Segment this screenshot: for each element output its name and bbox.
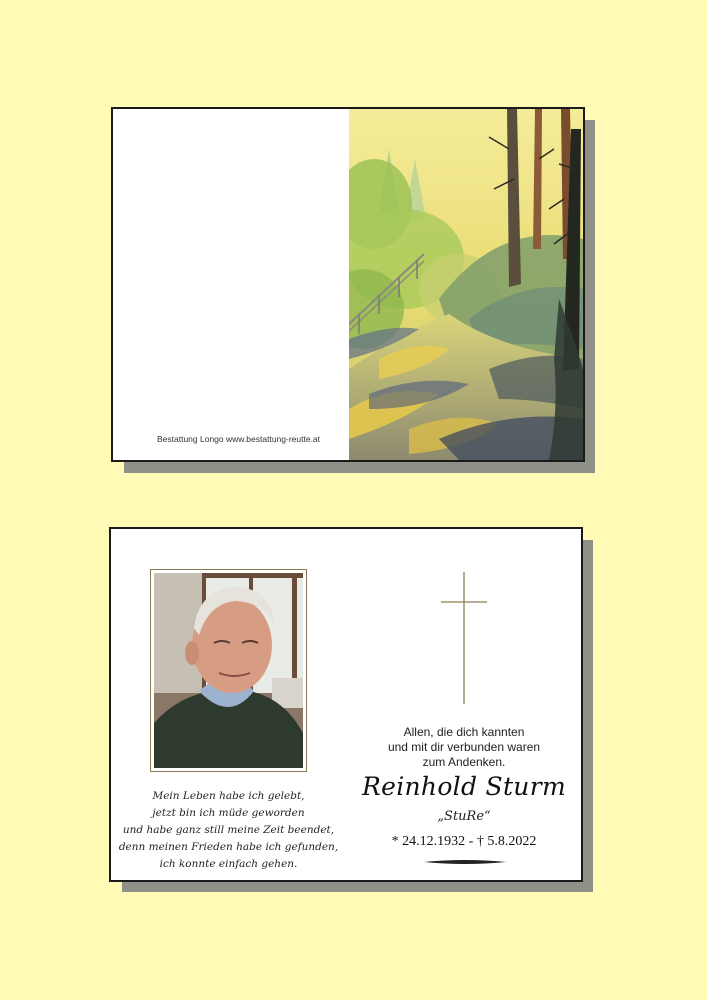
poem-line: und habe ganz still meine Zeit beendet, bbox=[122, 824, 335, 836]
life-dates: * 24.12.1932 - † 5.8.2022 bbox=[391, 834, 537, 849]
poem bbox=[111, 788, 346, 873]
poem-line: ich konnte einfach gehen. bbox=[159, 858, 298, 870]
portrait-photo bbox=[154, 573, 303, 768]
ornament-divider-icon bbox=[424, 859, 506, 865]
poem-line: jetzt bin ich müde geworden bbox=[152, 807, 305, 819]
front-card bbox=[111, 107, 585, 462]
cross-icon bbox=[441, 572, 487, 704]
intro-line: und mit dir verbunden waren bbox=[387, 740, 541, 754]
intro-line: zum Andenken. bbox=[422, 755, 506, 769]
inside-card bbox=[109, 527, 583, 882]
remembrance-intro bbox=[347, 725, 581, 770]
front-card-blank-panel bbox=[113, 109, 349, 460]
deceased-name: Reinhold Sturm bbox=[362, 772, 566, 801]
nickname: „StuRe“ bbox=[437, 809, 491, 824]
poem-line: denn meinen Frieden habe ich gefunden, bbox=[118, 841, 339, 853]
poem-line: Mein Leben habe ich gelebt, bbox=[152, 790, 305, 802]
watercolor-forest-path-image bbox=[349, 109, 583, 460]
publisher-credit: Bestattung Longo www.bestattung-reutte.at bbox=[157, 434, 321, 444]
portrait-photo-frame bbox=[150, 569, 307, 772]
intro-line: Allen, die dich kannten bbox=[403, 725, 525, 739]
